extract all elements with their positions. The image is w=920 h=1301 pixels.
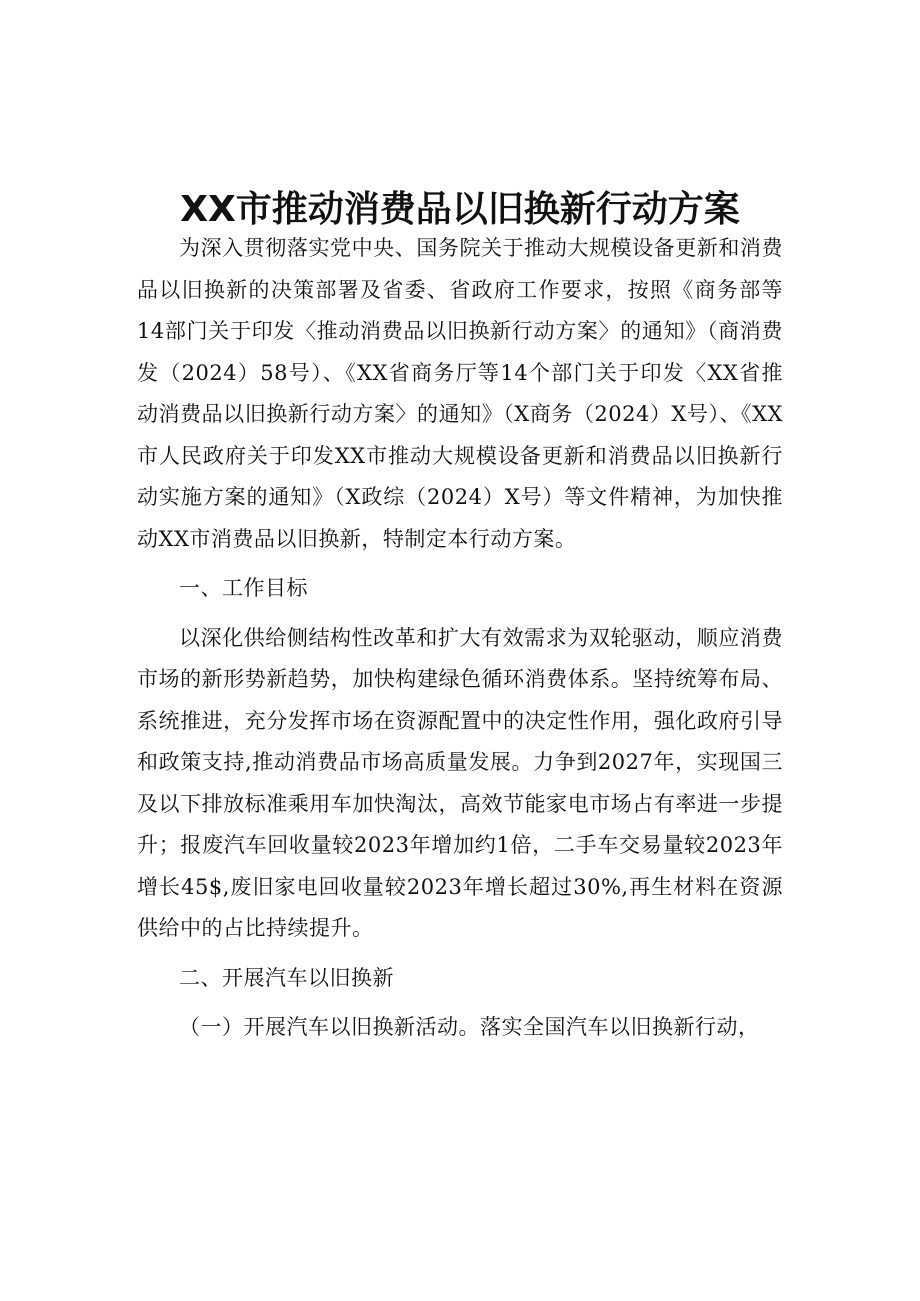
auto-trade-in-item-1: （一）开展汽车以旧换新活动。落实全国汽车以旧换新行动， — [179, 1015, 760, 1039]
section-heading-goals: 一、工作目标 — [179, 576, 308, 600]
intro-paragraph: 为深入贯彻落实党中央、国务院关于推动大规模设备更新和消费品以旧换新的决策部署及省委、省政府工作要求，按照《商务部等14部门关于印发〈推动消费品以旧换新行动方案〉的通知》（商消费发（2024）58号）、《XX省商务厅等14个部门关于印发〈XX省推动消费品以旧换新行动方案〉的通知》（X商务（2024）X号）、《XX市人民政府关于印发XX市推动大规模设备更新和消费品以旧换新行动实施方案的通知》（X政综（2024）X号）等文件精神，为加快推动XX市消费品以旧换新，特制定本行动方案。 — [137, 236, 783, 551]
document-title: XX市推动消费品以旧换新行动方案 — [180, 189, 740, 230]
section-heading-auto-trade-in: 二、开展汽车以旧换新 — [179, 965, 394, 990]
goals-paragraph: 以深化供给侧结构性改革和扩大有效需求为双轮驱动，顺应消费市场的新形势新趋势，加快构建绿色循环消费体系。坚持统筹布局、系统推进，充分发挥市场在资源配置中的决定性作用，强化政府引导和政策支持,推动消费品市场高质量发展。力争到2027年，实现国三及以下排放标准乘用车加快淘汰，高效节能家电市场占有率进一步提升；报废汽车回收量较2023年增加约1倍，二手车交易量较2023年增长45$,废旧家电回收量较2023年增长超过30%,再生材料在资源供给中的占比持续提升。 — [137, 625, 783, 940]
document-body — [137, 228, 783, 1049]
